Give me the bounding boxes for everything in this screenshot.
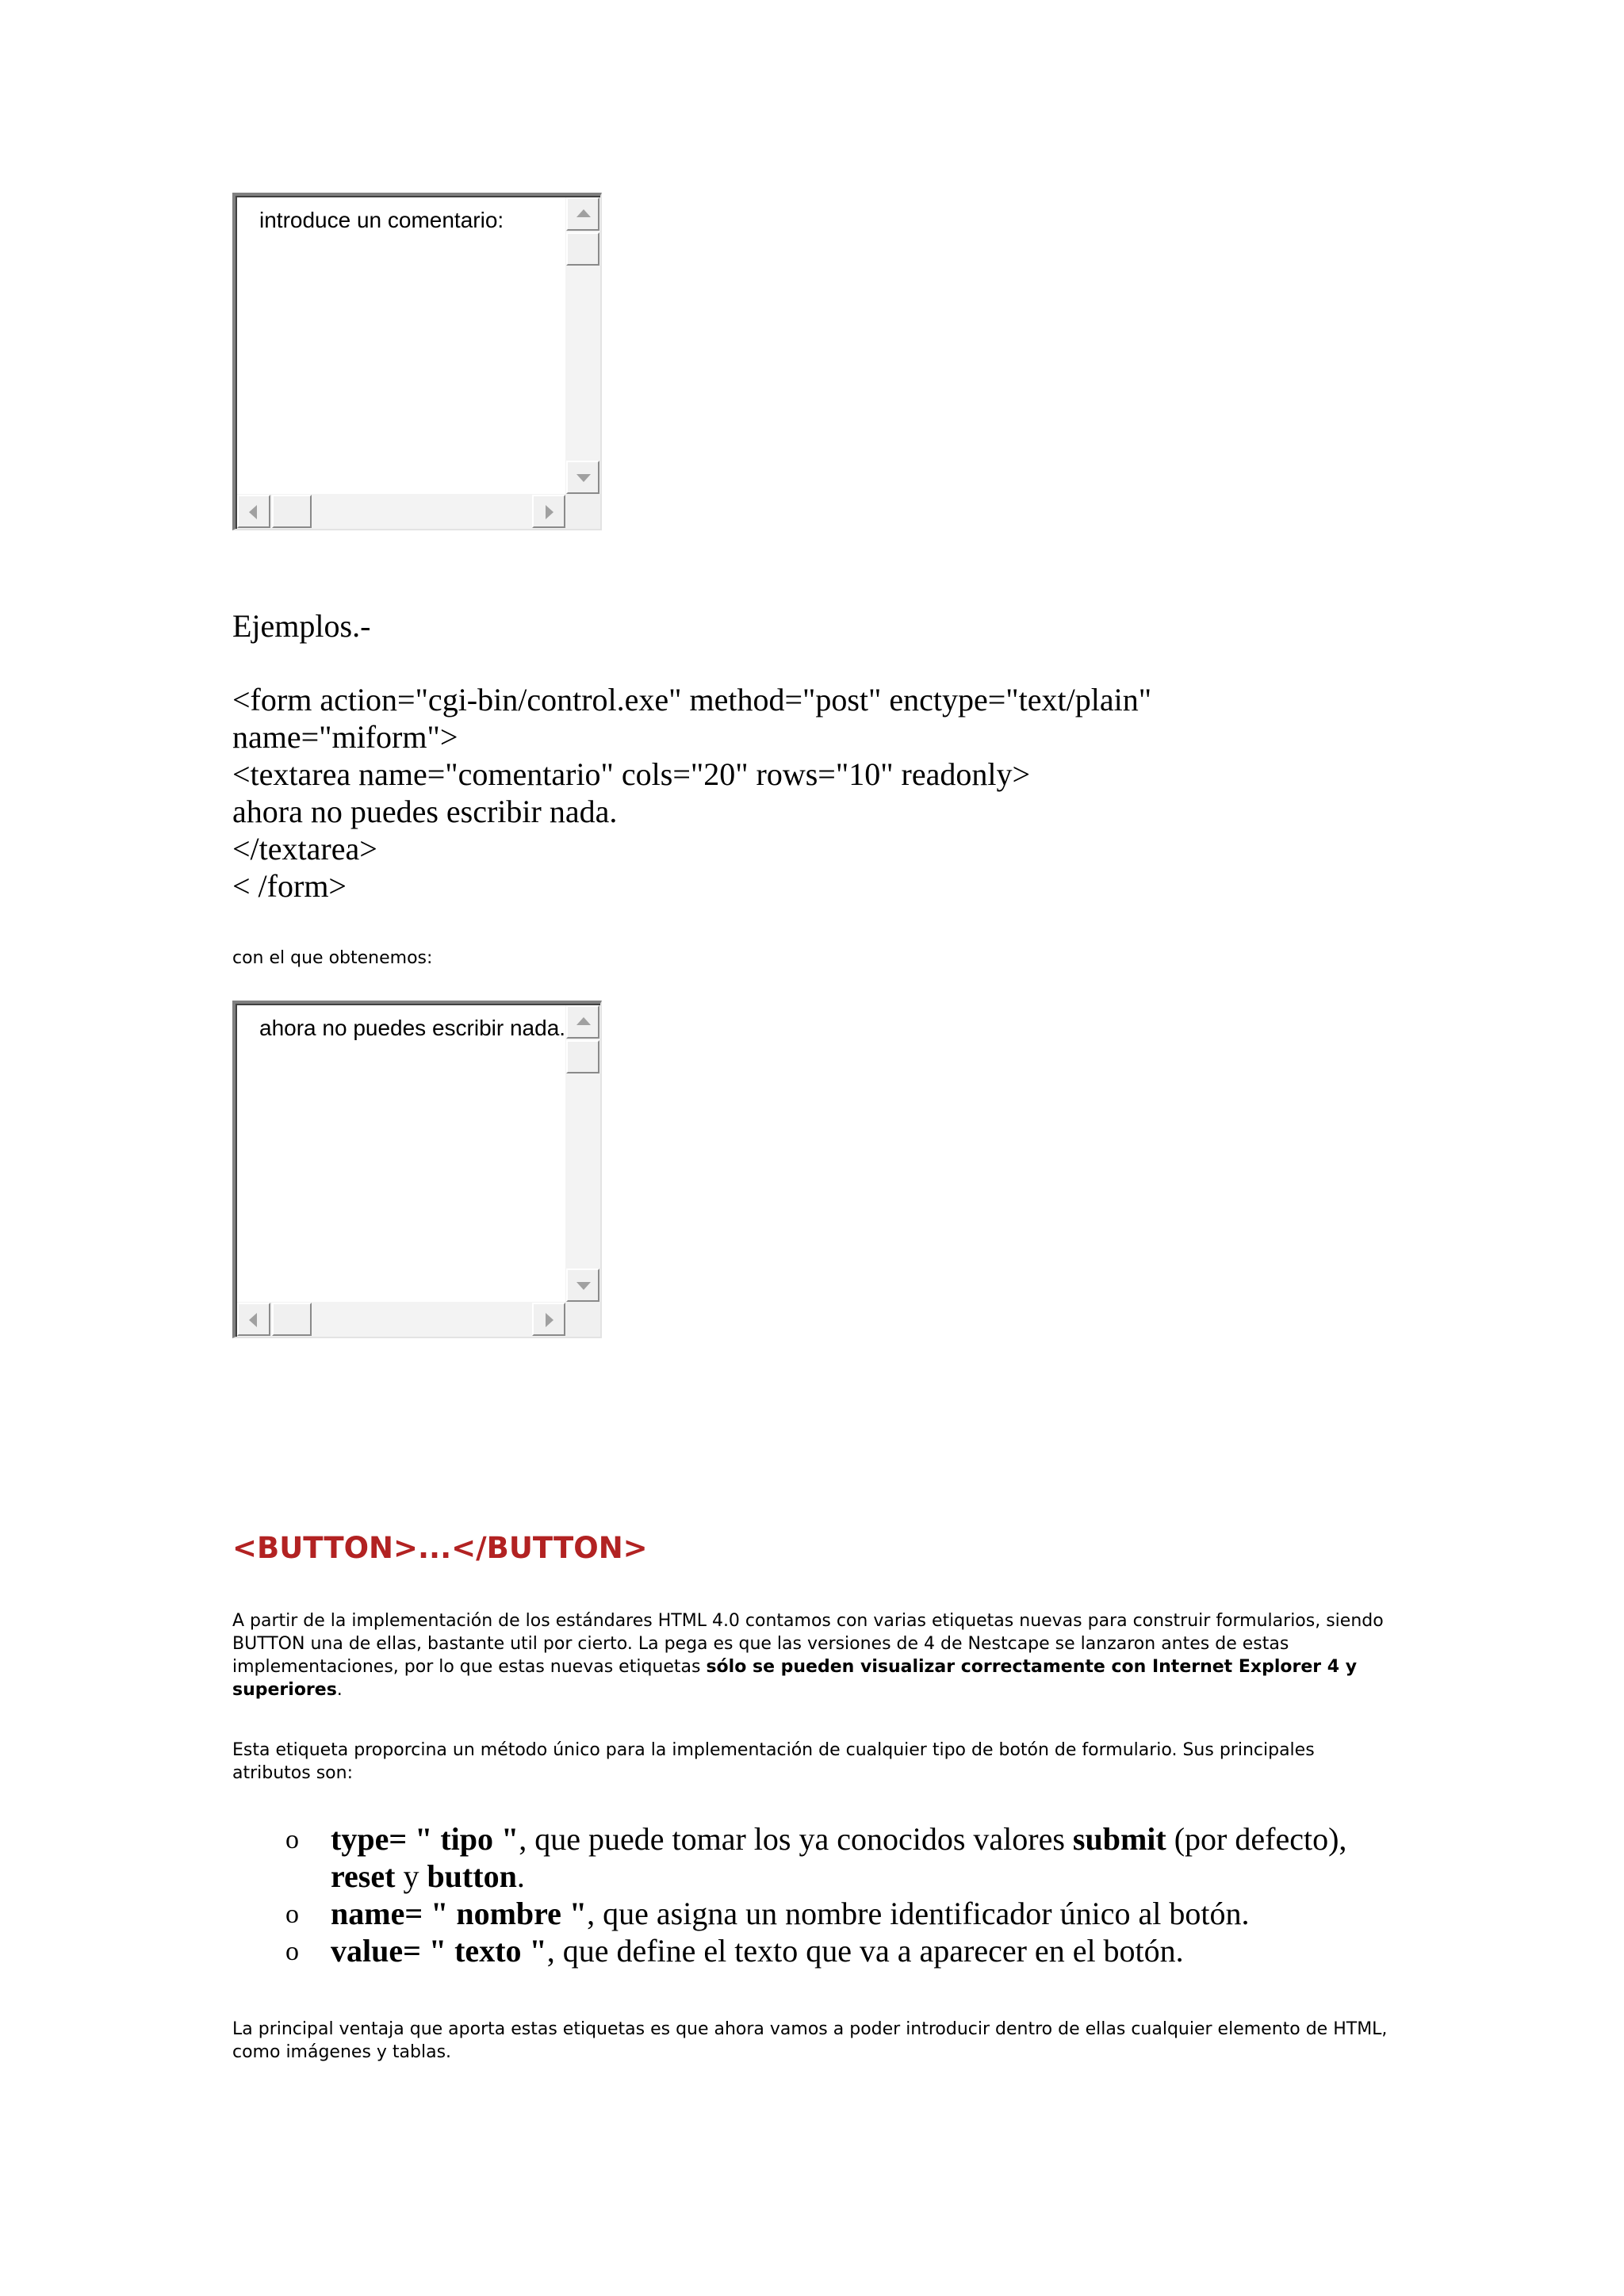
arrow-left-icon — [249, 505, 257, 519]
code-line: </textarea> — [232, 831, 377, 867]
attribute-description: , que puede tomar los ya conocidos valores — [519, 1821, 1073, 1857]
scroll-up-button[interactable] — [566, 197, 599, 231]
code-line: <form action="cgi-bin/control.exe" method="post" enctype="text/plain" — [232, 682, 1152, 718]
scroll-down-button[interactable] — [566, 461, 599, 494]
scrollbar-corner — [565, 1302, 600, 1337]
code-line: name="miform"> — [232, 719, 458, 755]
attribute-value: button — [427, 1858, 517, 1894]
attribute-description: y — [395, 1858, 427, 1894]
attribute-name: type= " tipo " — [331, 1821, 519, 1857]
list-item — [285, 1895, 1396, 1932]
scroll-left-button[interactable] — [237, 1303, 270, 1336]
vertical-scroll-thumb[interactable] — [566, 1040, 599, 1073]
horizontal-scrollbar[interactable] — [237, 1302, 565, 1337]
readonly-textarea[interactable] — [232, 1001, 602, 1338]
examples-title: Ejemplos.- — [232, 608, 371, 644]
button-section-heading: <BUTTON>...</BUTTON> — [232, 1531, 648, 1565]
vertical-scroll-thumb[interactable] — [566, 232, 599, 266]
attribute-name: name= " nombre " — [331, 1896, 588, 1931]
paragraph-text: . — [336, 1680, 343, 1700]
textarea-frame — [236, 1004, 600, 1337]
bullet-icon: o — [285, 1825, 299, 1854]
arrow-down-icon — [576, 474, 591, 482]
intro-paragraph — [232, 1609, 1390, 1701]
vertical-scrollbar[interactable] — [565, 197, 600, 494]
textarea-value: ahora no puedes escribir nada. — [259, 1016, 566, 1040]
arrow-left-icon — [249, 1313, 257, 1327]
bullet-icon: o — [285, 1900, 299, 1929]
code-sample — [232, 681, 1151, 905]
scroll-down-button[interactable] — [566, 1269, 599, 1302]
arrow-up-icon — [576, 209, 591, 217]
scroll-right-button[interactable] — [532, 1303, 565, 1336]
attribute-description: , que define el texto que va a aparecer en el botón. — [546, 1933, 1184, 1969]
attribute-name: value= " texto " — [331, 1933, 547, 1969]
arrow-down-icon — [576, 1282, 591, 1290]
textarea-frame — [236, 196, 600, 529]
horizontal-scrollbar[interactable] — [237, 494, 565, 529]
attribute-value: reset — [331, 1858, 396, 1894]
paragraph-text: A partir de la implementación de los estándares HTML 4.0 contamos con varias etiquetas nuevas para construir formularios, siendo BUTTON una de ellas, bastante util por cierto. La pega es que las versiones de 4 de Nestcape se lanzaron antes de estas implementaciones, por lo que estas nuevas etiquetas — [232, 1611, 1384, 1677]
scroll-right-button[interactable] — [532, 495, 565, 528]
attribute-description: . — [516, 1858, 525, 1894]
horizontal-scroll-thumb[interactable] — [272, 495, 312, 528]
code-line: <textarea name="comentario" cols="20" rows="10" readonly> — [232, 756, 1031, 792]
list-item — [285, 1820, 1396, 1895]
closing-paragraph: La principal ventaja que aporta estas etiquetas es que ahora vamos a poder introducir dentro de ellas cualquier elemento de HTML, como imágenes y tablas. — [232, 2019, 1388, 2062]
paragraph-bold-text: sólo se pueden visualizar correctamente con Internet Explorer 4 y superiores — [232, 1657, 1358, 1700]
comment-textarea[interactable] — [232, 193, 602, 530]
list-item — [285, 1932, 1396, 1969]
attribute-value: submit — [1072, 1821, 1166, 1857]
arrow-right-icon — [546, 1313, 553, 1327]
scroll-left-button[interactable] — [237, 495, 270, 528]
attribute-description: , que asigna un nombre identificador único al botón. — [587, 1896, 1250, 1931]
code-line: < /form> — [232, 868, 347, 904]
arrow-right-icon — [546, 505, 553, 519]
scroll-up-button[interactable] — [566, 1005, 599, 1039]
result-intro: con el que obtenemos: — [232, 948, 433, 968]
attributes-intro-paragraph: Esta etiqueta proporcina un método único para la implementación de cualquier tipo de botón de formulario. Sus principales atributos son: — [232, 1740, 1315, 1783]
bullet-icon: o — [285, 1937, 299, 1966]
vertical-scrollbar[interactable] — [565, 1005, 600, 1302]
scrollbar-corner — [565, 494, 600, 529]
textarea-value: introduce un comentario: — [259, 208, 504, 232]
arrow-up-icon — [576, 1017, 591, 1025]
attribute-description: (por defecto), — [1166, 1821, 1347, 1857]
horizontal-scroll-thumb[interactable] — [272, 1303, 312, 1336]
attribute-list — [285, 1820, 1396, 1969]
code-line: ahora no puedes escribir nada. — [232, 794, 618, 829]
